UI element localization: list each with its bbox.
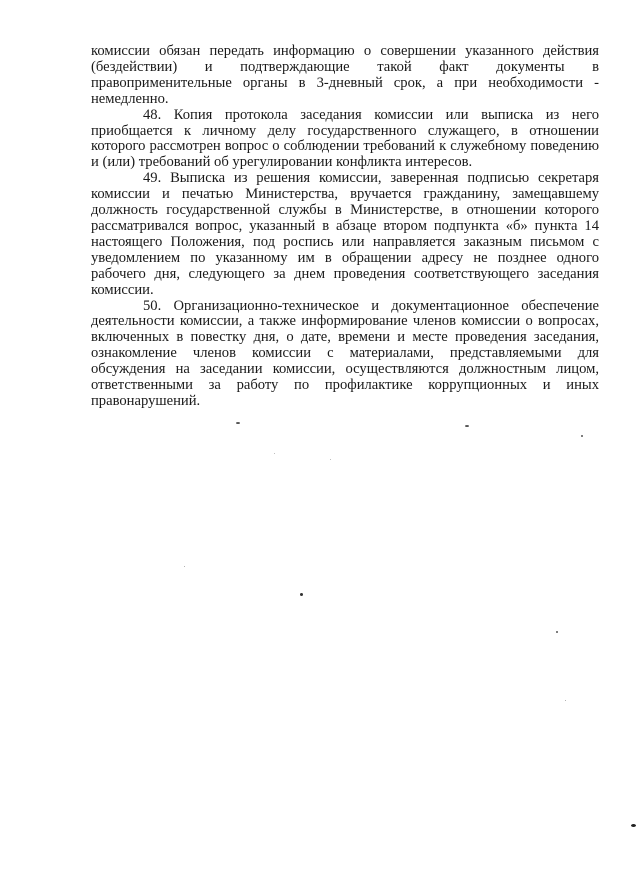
- scan-speck: [184, 566, 185, 567]
- paragraph-50: 50. Организационно-техническое и документационное обеспечение деятельности комиссии, а также информирование членов комиссии о вопросах, включенных в повестку дня, о дате, времени и месте проведения заседания, ознакомление членов комиссии с материалами, представляемыми для обсуждения на заседании комиссии, осуществляются должностным лицом, ответственными за работу по профилактике коррупционных и иных правонарушений.: [91, 297, 599, 409]
- paragraph-continuation: комиссии обязан передать информацию о совершении указанного действия (бездействии) и подтверждающие такой факт документы в правоприменительные органы в 3-дневный срок, а при необходимости - немедленно.: [91, 43, 599, 107]
- scan-speck: [236, 422, 240, 424]
- scan-speck: [465, 425, 469, 427]
- scan-speck: [631, 824, 636, 827]
- scan-speck: [300, 593, 303, 596]
- document-body: [91, 44, 599, 410]
- scan-speck: [581, 435, 583, 437]
- paragraph-48: 48. Копия протокола заседания комиссии или выписка из него приобщается к личному делу государственного служащего, в отношении которого рассмотрен вопрос о соблюдении требований к служебному поведению и (или) требований об урегулировании конфликта интересов.: [91, 106, 599, 171]
- scan-speck: [330, 459, 331, 460]
- scan-speck: [565, 700, 566, 701]
- scan-speck: [274, 453, 275, 454]
- paragraph-49: 49. Выписка из решения комиссии, заверенная подписью секретаря комиссии и печатью Министерства, вручается гражданину, замещавшему должность государственной службы в Министерстве, в отношении которого рассматривался вопрос, указанный в абзаце втором подпункта «б» пункта 14 настоящего Положения, под роспись или направляется заказным письмом с уведомлением по указанному им в обращении адресу не позднее одного рабочего дня, следующего за днем проведения соответствующего заседания комиссии.: [91, 170, 599, 298]
- scan-speck: [556, 631, 558, 633]
